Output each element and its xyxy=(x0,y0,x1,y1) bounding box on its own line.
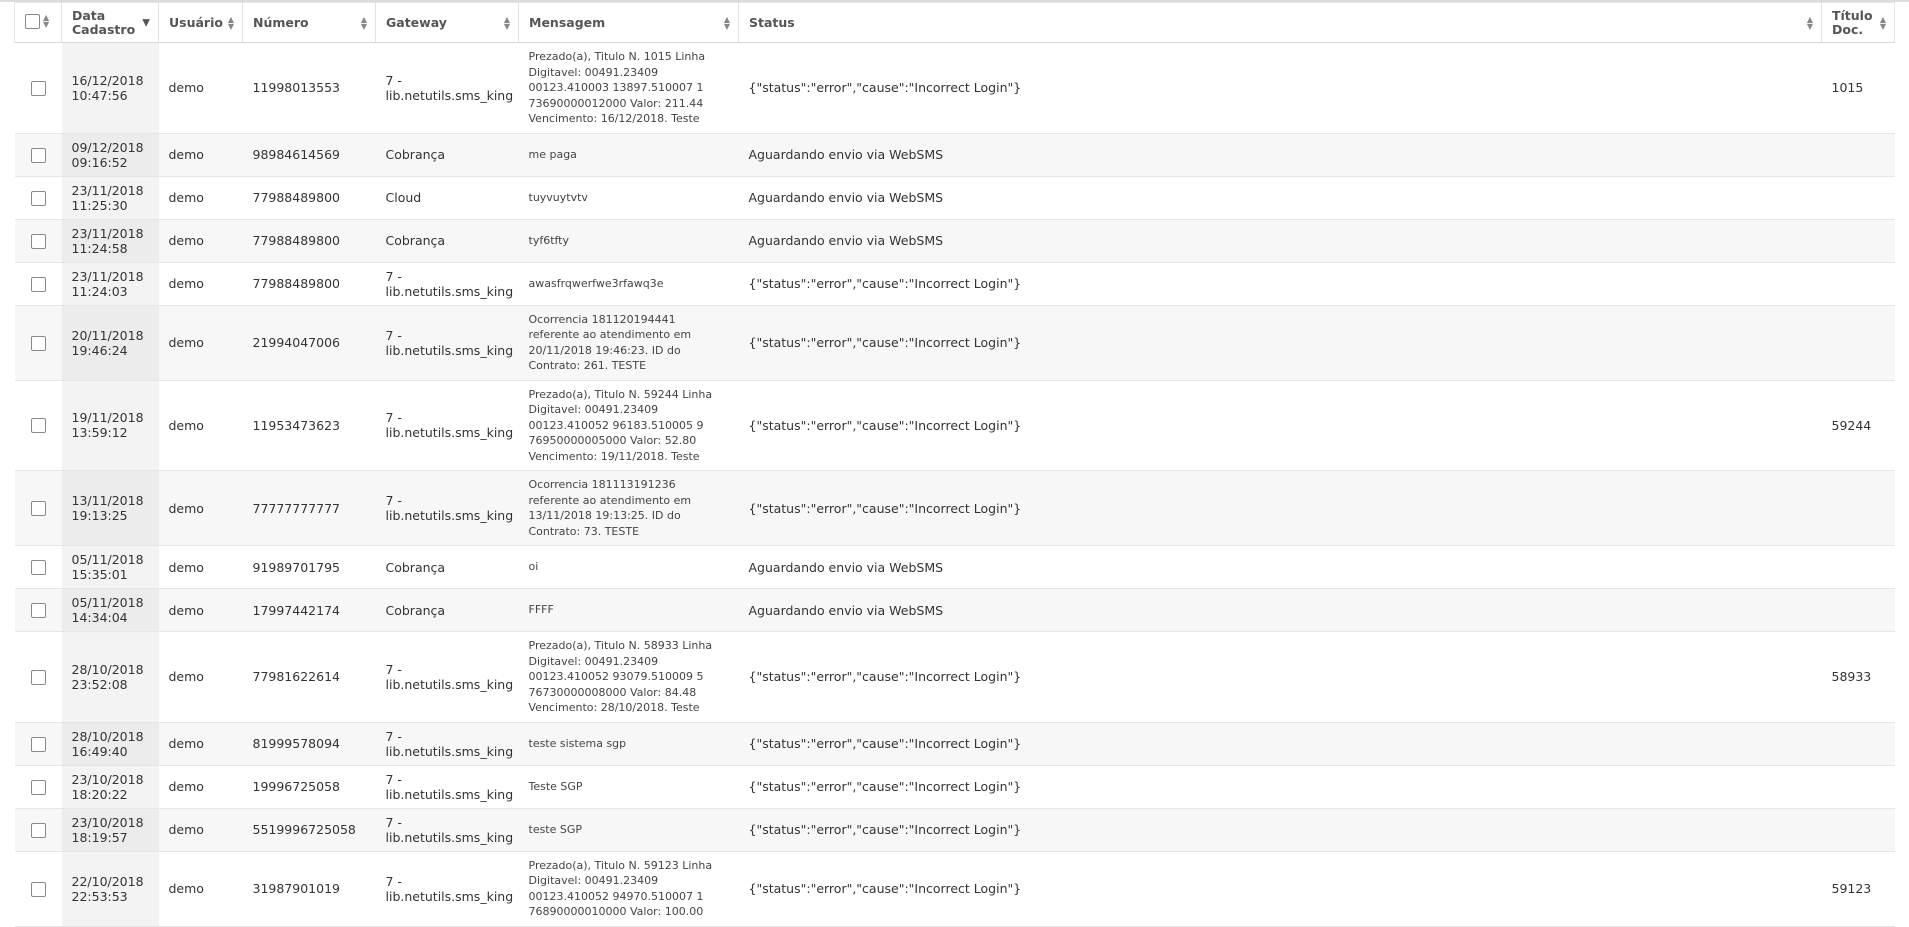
cell-message: Prezado(a), Titulo N. 58933 Linha Digitavel: 00491.23409 00123.410052 93079.510009 5 76730000008000 Valor: 84.48 Vencimento: 28/10/2018. Teste xyxy=(519,632,739,723)
row-checkbox[interactable] xyxy=(31,191,46,206)
row-checkbox[interactable] xyxy=(31,560,46,575)
cell-status: Aguardando envio via WebSMS xyxy=(739,176,1822,219)
table-row[interactable] xyxy=(15,305,1895,380)
sort-icon[interactable]: ▲ ▼ xyxy=(1806,14,1813,31)
cell-message: FFFF xyxy=(519,589,739,632)
cell-number: 77988489800 xyxy=(243,262,376,305)
cell-date: 28/10/2018 23:52:08 xyxy=(62,632,159,723)
column-header-user[interactable] xyxy=(159,3,243,43)
cell-title: 1015 xyxy=(1822,43,1895,134)
cell-gateway: 7 - lib.netutils.sms_king xyxy=(376,632,519,723)
sort-icon[interactable]: ▲ ▼ xyxy=(1879,14,1886,31)
sort-icon[interactable]: ▲ ▼ xyxy=(43,13,50,29)
table-row[interactable] xyxy=(15,219,1895,262)
cell-user: demo xyxy=(159,133,243,176)
cell-title xyxy=(1822,176,1895,219)
cell-status: {"status":"error","cause":"Incorrect Login"} xyxy=(739,851,1822,926)
column-label-message: Mensagem xyxy=(529,14,606,30)
table-row[interactable] xyxy=(15,133,1895,176)
row-checkbox[interactable] xyxy=(31,670,46,685)
cell-title xyxy=(1822,589,1895,632)
cell-gateway: Cobrança xyxy=(376,219,519,262)
cell-date: 23/11/2018 11:24:03 xyxy=(62,262,159,305)
table-header xyxy=(15,3,1895,43)
table-row[interactable] xyxy=(15,589,1895,632)
column-header-message[interactable] xyxy=(519,3,739,43)
cell-date: 09/12/2018 09:16:52 xyxy=(62,133,159,176)
cell-number: 21994047006 xyxy=(243,305,376,380)
row-checkbox[interactable] xyxy=(31,780,46,795)
cell-select xyxy=(15,305,62,380)
cell-user: demo xyxy=(159,765,243,808)
cell-status: {"status":"error","cause":"Incorrect Login"} xyxy=(739,43,1822,134)
cell-number: 81999578094 xyxy=(243,722,376,765)
cell-select xyxy=(15,43,62,134)
table-row[interactable] xyxy=(15,808,1895,851)
row-checkbox[interactable] xyxy=(31,823,46,838)
cell-status: {"status":"error","cause":"Incorrect Login"} xyxy=(739,262,1822,305)
cell-date: 16/12/2018 10:47:56 xyxy=(62,43,159,134)
cell-select xyxy=(15,589,62,632)
column-label-user: Usuário xyxy=(169,14,223,30)
cell-status: {"status":"error","cause":"Incorrect Login"} xyxy=(739,471,1822,546)
column-header-status[interactable] xyxy=(739,3,1822,43)
cell-status: {"status":"error","cause":"Incorrect Login"} xyxy=(739,305,1822,380)
cell-select xyxy=(15,133,62,176)
column-header-date[interactable] xyxy=(62,3,159,43)
cell-date: 23/11/2018 11:24:58 xyxy=(62,219,159,262)
cell-number: 11998013553 xyxy=(243,43,376,134)
cell-gateway: Cobrança xyxy=(376,589,519,632)
cell-gateway: 7 - lib.netutils.sms_king xyxy=(376,305,519,380)
cell-title xyxy=(1822,471,1895,546)
cell-message: Prezado(a), Titulo N. 59244 Linha Digitavel: 00491.23409 00123.410052 96183.510005 9 76950000005000 Valor: 52.80 Vencimento: 19/11/2018. Teste xyxy=(519,380,739,471)
column-header-gateway[interactable] xyxy=(376,3,519,43)
cell-user: demo xyxy=(159,632,243,723)
cell-gateway: 7 - lib.netutils.sms_king xyxy=(376,262,519,305)
cell-message: tyf6tfty xyxy=(519,219,739,262)
cell-gateway: 7 - lib.netutils.sms_king xyxy=(376,380,519,471)
cell-message: oi xyxy=(519,546,739,589)
cell-number: 17997442174 xyxy=(243,589,376,632)
table-row[interactable] xyxy=(15,722,1895,765)
cell-select xyxy=(15,632,62,723)
row-checkbox[interactable] xyxy=(31,336,46,351)
cell-number: 77777777777 xyxy=(243,471,376,546)
cell-message: Prezado(a), Titulo N. 1015 Linha Digitavel: 00491.23409 00123.410003 13897.510007 1 73690000012000 Valor: 211.44 Vencimento: 16/12/2018. Teste xyxy=(519,43,739,134)
cell-title xyxy=(1822,305,1895,380)
cell-select xyxy=(15,851,62,926)
table-row[interactable] xyxy=(15,632,1895,723)
column-label-status: Status xyxy=(749,14,795,30)
cell-message: Teste SGP xyxy=(519,765,739,808)
cell-title xyxy=(1822,722,1895,765)
table-row[interactable] xyxy=(15,851,1895,926)
table-row[interactable] xyxy=(15,765,1895,808)
column-label-gateway: Gateway xyxy=(386,14,447,30)
cell-number: 77981622614 xyxy=(243,632,376,723)
cell-number: 77988489800 xyxy=(243,176,376,219)
cell-user: demo xyxy=(159,305,243,380)
cell-gateway: 7 - lib.netutils.sms_king xyxy=(376,43,519,134)
cell-user: demo xyxy=(159,380,243,471)
cell-date: 23/10/2018 18:19:57 xyxy=(62,808,159,851)
row-checkbox[interactable] xyxy=(31,81,46,96)
cell-gateway: 7 - lib.netutils.sms_king xyxy=(376,471,519,546)
cell-gateway: Cloud xyxy=(376,176,519,219)
cell-select xyxy=(15,219,62,262)
column-label-date: Data Cadastro xyxy=(72,7,136,37)
cell-message: Prezado(a), Titulo N. 59123 Linha Digitavel: 00491.23409 00123.410052 94970.510007 1 76890000010000 Valor: 100.00 xyxy=(519,851,739,926)
cell-date: 20/11/2018 19:46:24 xyxy=(62,305,159,380)
cell-title: 59244 xyxy=(1822,380,1895,471)
cell-status: {"status":"error","cause":"Incorrect Login"} xyxy=(739,632,1822,723)
sms-table xyxy=(14,2,1895,927)
cell-title xyxy=(1822,765,1895,808)
cell-message: Ocorrencia 181113191236 referente ao atendimento em 13/11/2018 19:13:25. ID do Contrato: 73. TESTE xyxy=(519,471,739,546)
cell-title xyxy=(1822,133,1895,176)
row-checkbox[interactable] xyxy=(31,501,46,516)
cell-gateway: Cobrança xyxy=(376,546,519,589)
cell-user: demo xyxy=(159,808,243,851)
row-checkbox[interactable] xyxy=(31,277,46,292)
cell-select xyxy=(15,176,62,219)
cell-status: Aguardando envio via WebSMS xyxy=(739,133,1822,176)
cell-user: demo xyxy=(159,589,243,632)
cell-status: Aguardando envio via WebSMS xyxy=(739,589,1822,632)
cell-select xyxy=(15,262,62,305)
sort-icon[interactable]: ▲ ▼ xyxy=(360,14,367,31)
row-checkbox[interactable] xyxy=(31,148,46,163)
row-checkbox[interactable] xyxy=(31,737,46,752)
cell-gateway: Cobrança xyxy=(376,133,519,176)
cell-select xyxy=(15,722,62,765)
cell-date: 22/10/2018 22:53:53 xyxy=(62,851,159,926)
cell-message: Ocorrencia 181120194441 referente ao atendimento em 20/11/2018 19:46:23. ID do Contrato: 261. TESTE xyxy=(519,305,739,380)
sort-icon[interactable]: ▲ ▼ xyxy=(227,14,234,31)
sort-icon[interactable]: ▲ ▼ xyxy=(503,14,510,31)
cell-select xyxy=(15,546,62,589)
cell-select xyxy=(15,380,62,471)
cell-status: {"status":"error","cause":"Incorrect Login"} xyxy=(739,808,1822,851)
table-row[interactable] xyxy=(15,43,1895,134)
cell-message: me paga xyxy=(519,133,739,176)
cell-date: 13/11/2018 19:13:25 xyxy=(62,471,159,546)
cell-select xyxy=(15,808,62,851)
cell-select xyxy=(15,471,62,546)
cell-date: 28/10/2018 16:49:40 xyxy=(62,722,159,765)
table-row[interactable] xyxy=(15,176,1895,219)
cell-number: 11953473623 xyxy=(243,380,376,471)
cell-status: Aguardando envio via WebSMS xyxy=(739,219,1822,262)
table-row[interactable] xyxy=(15,471,1895,546)
cell-title xyxy=(1822,808,1895,851)
cell-number: 31987901019 xyxy=(243,851,376,926)
row-checkbox[interactable] xyxy=(31,882,46,897)
cell-message: teste sistema sgp xyxy=(519,722,739,765)
cell-title: 59123 xyxy=(1822,851,1895,926)
cell-user: demo xyxy=(159,219,243,262)
cell-title: 58933 xyxy=(1822,632,1895,723)
cell-status: Aguardando envio via WebSMS xyxy=(739,546,1822,589)
cell-date: 23/10/2018 18:20:22 xyxy=(62,765,159,808)
cell-number: 77988489800 xyxy=(243,219,376,262)
table-row[interactable] xyxy=(15,546,1895,589)
row-checkbox[interactable] xyxy=(31,234,46,249)
column-header-title[interactable] xyxy=(1822,3,1895,43)
cell-user: demo xyxy=(159,176,243,219)
cell-user: demo xyxy=(159,43,243,134)
cell-number: 5519996725058 xyxy=(243,808,376,851)
table-row[interactable] xyxy=(15,262,1895,305)
cell-gateway: 7 - lib.netutils.sms_king xyxy=(376,722,519,765)
cell-message: tuyvuytvtv xyxy=(519,176,739,219)
select-all-header xyxy=(15,3,62,43)
row-checkbox[interactable] xyxy=(31,603,46,618)
column-label-title: Título Doc. xyxy=(1832,7,1873,37)
cell-gateway: 7 - lib.netutils.sms_king xyxy=(376,808,519,851)
cell-date: 19/11/2018 13:59:12 xyxy=(62,380,159,471)
cell-number: 98984614569 xyxy=(243,133,376,176)
cell-user: demo xyxy=(159,471,243,546)
column-header-number[interactable] xyxy=(243,3,376,43)
cell-title xyxy=(1822,219,1895,262)
sort-icon[interactable]: ▲ ▼ xyxy=(723,14,730,31)
cell-message: teste SGP xyxy=(519,808,739,851)
cell-user: demo xyxy=(159,851,243,926)
cell-date: 05/11/2018 15:35:01 xyxy=(62,546,159,589)
cell-status: {"status":"error","cause":"Incorrect Login"} xyxy=(739,765,1822,808)
cell-user: demo xyxy=(159,546,243,589)
cell-number: 19996725058 xyxy=(243,765,376,808)
sort-desc-icon[interactable]: ▼ xyxy=(142,17,150,28)
cell-date: 05/11/2018 14:34:04 xyxy=(62,589,159,632)
cell-user: demo xyxy=(159,722,243,765)
cell-gateway: 7 - lib.netutils.sms_king xyxy=(376,851,519,926)
cell-message: awasfrqwerfwe3rfawq3e xyxy=(519,262,739,305)
column-label-number: Número xyxy=(253,14,309,30)
select-all-checkbox[interactable] xyxy=(25,14,40,29)
row-checkbox[interactable] xyxy=(31,418,46,433)
cell-number: 91989701795 xyxy=(243,546,376,589)
cell-title xyxy=(1822,262,1895,305)
cell-title xyxy=(1822,546,1895,589)
cell-gateway: 7 - lib.netutils.sms_king xyxy=(376,765,519,808)
cell-select xyxy=(15,765,62,808)
table-row[interactable] xyxy=(15,380,1895,471)
cell-status: {"status":"error","cause":"Incorrect Login"} xyxy=(739,380,1822,471)
cell-status: {"status":"error","cause":"Incorrect Login"} xyxy=(739,722,1822,765)
cell-date: 23/11/2018 11:25:30 xyxy=(62,176,159,219)
cell-user: demo xyxy=(159,262,243,305)
